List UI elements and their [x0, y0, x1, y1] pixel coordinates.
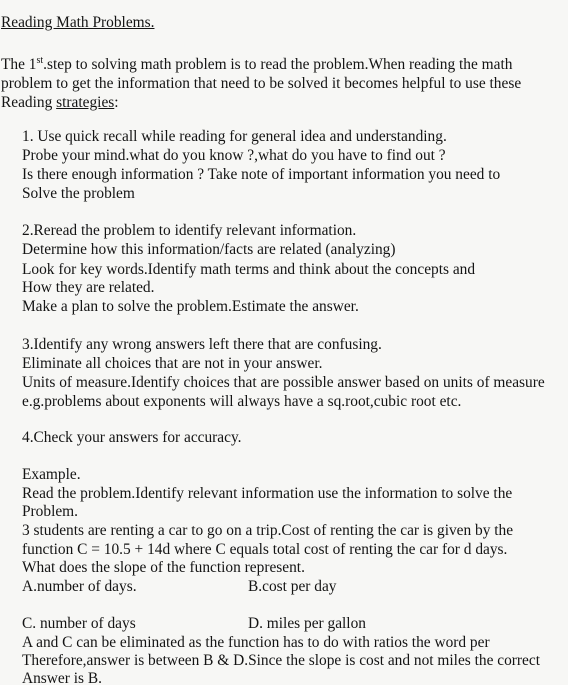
step3-line-4: e.g.problems about exponents will always have a sq.root,cubic root etc. [22, 393, 462, 410]
example-line-5: What does the slope of the function represent. [22, 559, 305, 576]
step2-line-2: Determine how this information/facts are related (analyzing) [22, 241, 396, 258]
example-line-3: 3 students are renting a car to go on a trip.Cost of renting the car is given by the [22, 522, 514, 539]
step3-line-3: Units of measure.Identify choices that are possible answer based on units of measure [22, 374, 545, 391]
intro-text: : [114, 94, 119, 111]
intro-text: .step to solving math problem is to read the problem.When reading the math [43, 56, 513, 73]
choice-c: C. number of days [22, 615, 136, 632]
page-title: Reading Math Problems. [1, 14, 155, 31]
example-line-4: function C = 10.5 + 14d where C equals total cost of renting the car for d days. [22, 541, 508, 558]
step1-line-4: Solve the problem [22, 185, 135, 202]
intro-text: Reading [1, 94, 57, 111]
example-line-2: Problem. [22, 503, 79, 520]
intro-line-1 [1, 56, 512, 74]
choice-b: B.cost per day [248, 578, 337, 595]
step1-line-3: Is there enough information ? Take note of important information you need to [22, 166, 501, 183]
example-line-1: Read the problem.Identify relevant information use the information to solve the [22, 485, 513, 502]
ordinal-superscript: st [36, 54, 44, 66]
strategies-underlined: strategies [56, 94, 115, 111]
intro-text: The 1 [1, 56, 37, 73]
step2-line-5: Make a plan to solve the problem.Estimate the answer. [22, 298, 359, 315]
step1-line-1: 1. Use quick recall while reading for general idea and understanding. [22, 128, 447, 145]
explanation-line-2: Therefore,answer is between B & D.Since the slope is cost and not miles the correct [22, 652, 540, 669]
explanation-line-1: A and C can be eliminated as the function has to do with ratios the word per [22, 634, 490, 651]
step4-line: 4.Check your answers for accuracy. [22, 429, 242, 446]
step2-line-4: How they are related. [22, 279, 155, 296]
explanation-line-3: Answer is B. [22, 670, 102, 685]
example-heading: Example. [22, 466, 81, 483]
choice-a: A.number of days. [22, 578, 137, 595]
step2-line-1: 2.Reread the problem to identify relevant information. [22, 222, 357, 239]
intro-line-2: problem to get the information that need to be solved it becomes helpful to use these [1, 75, 522, 92]
step3-line-1: 3.Identify any wrong answers left there that are confusing. [22, 336, 382, 353]
intro-line-3 [1, 94, 119, 112]
step2-line-3: Look for key words.Identify math terms and think about the concepts and [22, 261, 476, 278]
step1-line-2: Probe your mind.what do you know ?,what do you have to find out ? [22, 147, 446, 164]
choice-d: D. miles per gallon [248, 615, 366, 632]
step3-line-2: Eliminate all choices that are not in your answer. [22, 355, 323, 372]
